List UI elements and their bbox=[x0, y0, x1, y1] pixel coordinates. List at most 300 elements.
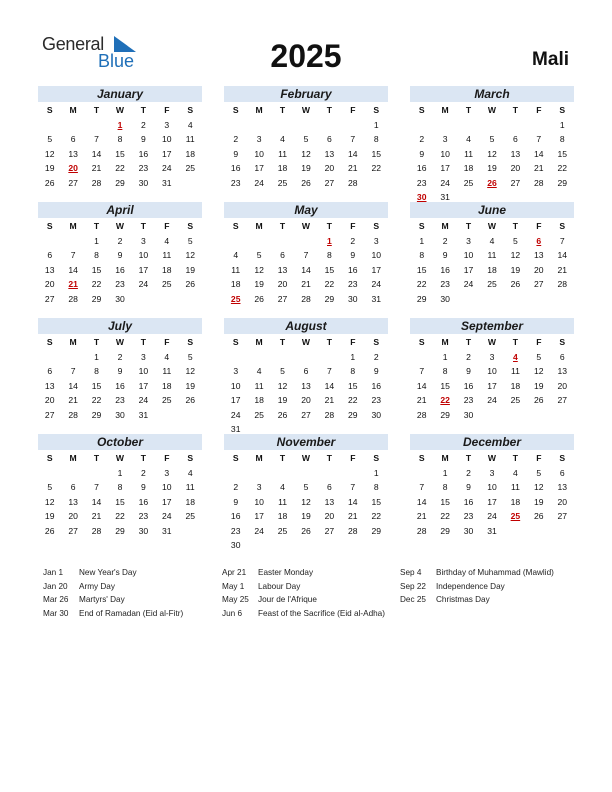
day-cell: 31 bbox=[230, 424, 241, 434]
holiday-entry bbox=[43, 566, 213, 580]
weekday-label: M bbox=[69, 453, 77, 463]
day-cell: 31 bbox=[138, 409, 149, 420]
day-cell: 18 bbox=[277, 163, 288, 173]
day-cell: 27 bbox=[324, 525, 335, 536]
weekday-label: F bbox=[536, 221, 542, 231]
day-cell: 29 bbox=[91, 409, 102, 420]
day-cell: 29 bbox=[440, 525, 450, 536]
day-cell: 8 bbox=[442, 482, 448, 492]
day-cell: 7 bbox=[94, 134, 99, 144]
day-cell: 16 bbox=[230, 163, 241, 173]
day-cell: 24 bbox=[138, 279, 149, 289]
weekday-label: S bbox=[373, 105, 380, 115]
day-cell: 2 bbox=[141, 467, 146, 478]
month-title: January bbox=[38, 86, 202, 102]
day-cell: 16 bbox=[138, 148, 149, 159]
day-cell: 27 bbox=[44, 293, 55, 304]
weekday-header bbox=[38, 103, 202, 118]
weekday-label: T bbox=[93, 221, 100, 231]
day-cell: 19 bbox=[44, 511, 55, 521]
week-row bbox=[38, 161, 202, 176]
day-cell: 14 bbox=[348, 148, 358, 159]
day-cell: 6 bbox=[280, 250, 285, 260]
weekday-label: W bbox=[301, 337, 311, 347]
day-cell: 9 bbox=[141, 482, 146, 492]
weekday-label: S bbox=[187, 221, 194, 231]
day-cell: 6 bbox=[559, 467, 565, 478]
week-row bbox=[38, 132, 202, 147]
weekday-label: F bbox=[536, 453, 542, 463]
holiday-day-cell: 30 bbox=[416, 192, 427, 202]
day-cell: 28 bbox=[91, 525, 102, 536]
day-cell: 2 bbox=[141, 119, 146, 130]
day-cell: 23 bbox=[348, 279, 358, 289]
day-cell: 28 bbox=[348, 177, 358, 188]
holiday-day-cell: 1 bbox=[117, 119, 123, 130]
day-cell: 9 bbox=[141, 134, 146, 144]
weekday-header bbox=[224, 451, 388, 466]
week-row bbox=[410, 509, 574, 524]
month-november bbox=[224, 434, 388, 553]
empty-day-cell bbox=[85, 466, 108, 481]
day-cell: 3 bbox=[489, 467, 495, 478]
empty-day-cell bbox=[271, 234, 294, 249]
day-cell: 20 bbox=[277, 279, 288, 289]
week-row bbox=[410, 248, 574, 263]
day-cell: 8 bbox=[442, 366, 448, 376]
empty-day-cell bbox=[294, 118, 317, 133]
day-cell: 12 bbox=[301, 496, 311, 507]
day-cell: 26 bbox=[534, 511, 544, 521]
week-row bbox=[410, 132, 574, 147]
day-cell: 31 bbox=[440, 192, 450, 202]
week-row bbox=[224, 393, 388, 408]
day-cell: 19 bbox=[534, 496, 544, 507]
day-cell: 13 bbox=[557, 366, 568, 376]
day-cell: 24 bbox=[162, 163, 172, 173]
week-row bbox=[38, 248, 202, 263]
day-cell: 16 bbox=[115, 264, 125, 275]
day-cell: 29 bbox=[348, 409, 358, 420]
month-february bbox=[224, 86, 388, 190]
day-cell: 22 bbox=[324, 279, 335, 289]
week-row bbox=[410, 408, 574, 423]
empty-day-cell bbox=[504, 408, 527, 423]
weekday-label: T bbox=[326, 105, 333, 115]
empty-day-cell bbox=[433, 118, 456, 133]
day-cell: 30 bbox=[230, 540, 241, 550]
week-row bbox=[38, 495, 202, 510]
week-row bbox=[38, 509, 202, 524]
day-cell: 5 bbox=[187, 351, 193, 362]
day-cell: 16 bbox=[348, 264, 358, 275]
weekday-label: S bbox=[418, 221, 425, 231]
weekday-label: T bbox=[93, 105, 100, 115]
day-cell: 24 bbox=[440, 177, 450, 188]
empty-day-cell bbox=[247, 234, 270, 249]
day-cell: 6 bbox=[303, 366, 309, 376]
day-cell: 5 bbox=[536, 467, 542, 478]
week-row bbox=[38, 176, 202, 191]
month-title: June bbox=[410, 202, 574, 218]
day-cell: 26 bbox=[301, 177, 311, 188]
day-cell: 3 bbox=[442, 134, 448, 144]
brand-name-general: General bbox=[42, 34, 104, 54]
day-cell: 28 bbox=[348, 525, 358, 536]
weekday-label: T bbox=[512, 453, 519, 463]
day-cell: 28 bbox=[534, 177, 544, 188]
week-row bbox=[410, 350, 574, 365]
day-cell: 19 bbox=[510, 264, 521, 275]
day-cell: 19 bbox=[44, 163, 55, 173]
week-row bbox=[410, 524, 574, 539]
day-cell: 15 bbox=[371, 148, 382, 159]
weekday-label: S bbox=[46, 221, 53, 231]
week-row bbox=[410, 161, 574, 176]
day-cell: 27 bbox=[277, 293, 288, 304]
country-name: Mali bbox=[532, 49, 569, 70]
empty-day-cell bbox=[527, 118, 550, 133]
month-title: May bbox=[224, 202, 388, 218]
day-cell: 17 bbox=[487, 380, 497, 391]
day-cell: 14 bbox=[68, 380, 78, 391]
day-cell: 15 bbox=[416, 264, 427, 275]
day-cell: 6 bbox=[47, 250, 53, 260]
weekday-header bbox=[38, 219, 202, 234]
day-cell: 18 bbox=[510, 380, 521, 391]
weekday-label: T bbox=[512, 337, 519, 347]
day-cell: 6 bbox=[70, 482, 76, 492]
day-cell: 10 bbox=[254, 496, 264, 507]
weekday-label: M bbox=[69, 105, 77, 115]
day-cell: 9 bbox=[373, 366, 379, 376]
week-row bbox=[224, 379, 388, 394]
day-cell: 12 bbox=[487, 148, 497, 159]
day-cell: 29 bbox=[416, 293, 427, 304]
day-cell: 5 bbox=[303, 134, 309, 144]
holiday-entry bbox=[222, 566, 397, 580]
day-cell: 10 bbox=[230, 380, 241, 391]
week-row bbox=[410, 118, 574, 133]
weekday-label: W bbox=[487, 105, 497, 115]
day-cell: 30 bbox=[463, 525, 474, 536]
day-cell: 22 bbox=[416, 279, 427, 289]
day-cell: 6 bbox=[47, 366, 53, 376]
day-cell: 3 bbox=[141, 235, 146, 246]
day-cell: 21 bbox=[416, 395, 427, 405]
day-cell: 17 bbox=[254, 511, 264, 521]
month-may bbox=[224, 202, 388, 306]
day-cell: 23 bbox=[463, 511, 474, 521]
day-cell: 7 bbox=[94, 482, 99, 492]
day-cell: 29 bbox=[91, 293, 102, 304]
holiday-date: Mar 30 bbox=[43, 608, 69, 618]
day-cell: 11 bbox=[510, 366, 520, 376]
week-row bbox=[410, 147, 574, 162]
empty-day-cell bbox=[155, 408, 178, 423]
day-cell: 14 bbox=[324, 380, 335, 391]
day-cell: 2 bbox=[466, 351, 471, 362]
day-cell: 28 bbox=[416, 525, 427, 536]
holiday-day-cell: 26 bbox=[487, 177, 497, 188]
weekday-label: S bbox=[373, 221, 380, 231]
weekday-label: M bbox=[441, 453, 449, 463]
day-cell: 26 bbox=[44, 525, 55, 536]
weekday-label: S bbox=[187, 453, 194, 463]
holiday-day-cell: 6 bbox=[536, 235, 542, 246]
day-cell: 24 bbox=[463, 279, 474, 289]
month-title: April bbox=[38, 202, 202, 218]
weekday-label: F bbox=[164, 221, 170, 231]
week-row bbox=[410, 364, 574, 379]
holiday-name: Independence Day bbox=[436, 581, 505, 591]
day-cell: 14 bbox=[557, 250, 568, 260]
day-cell: 8 bbox=[373, 134, 379, 144]
day-cell: 29 bbox=[371, 525, 382, 536]
weekday-header bbox=[224, 103, 388, 118]
day-cell: 15 bbox=[440, 380, 450, 391]
week-row bbox=[224, 538, 388, 553]
day-cell: 30 bbox=[115, 409, 125, 420]
day-cell: 15 bbox=[440, 496, 450, 507]
day-cell: 21 bbox=[348, 511, 358, 521]
week-row bbox=[38, 466, 202, 481]
week-row bbox=[224, 524, 388, 539]
day-cell: 12 bbox=[44, 496, 55, 507]
empty-day-cell bbox=[61, 234, 84, 249]
holiday-date: Sep 4 bbox=[400, 568, 422, 577]
day-cell: 9 bbox=[233, 496, 239, 507]
week-row bbox=[224, 234, 388, 249]
weekday-label: T bbox=[140, 105, 147, 115]
day-cell: 28 bbox=[324, 409, 335, 420]
empty-day-cell bbox=[271, 118, 294, 133]
day-cell: 26 bbox=[301, 525, 311, 536]
holiday-name: Jour de l'Afrique bbox=[258, 595, 317, 604]
empty-day-cell bbox=[294, 234, 317, 249]
day-cell: 3 bbox=[466, 235, 471, 246]
day-cell: 28 bbox=[416, 409, 427, 420]
day-cell: 28 bbox=[68, 409, 78, 420]
day-cell: 12 bbox=[534, 482, 544, 492]
empty-day-cell bbox=[318, 350, 341, 365]
day-cell: 25 bbox=[162, 279, 172, 289]
day-cell: 30 bbox=[138, 177, 149, 188]
empty-day-cell bbox=[247, 350, 270, 365]
day-cell: 15 bbox=[91, 264, 102, 275]
empty-day-cell bbox=[551, 292, 574, 307]
day-cell: 6 bbox=[327, 482, 332, 492]
week-row bbox=[38, 524, 202, 539]
day-cell: 18 bbox=[277, 511, 288, 521]
day-cell: 8 bbox=[94, 250, 99, 260]
weekday-label: M bbox=[255, 105, 263, 115]
weekday-label: T bbox=[140, 453, 147, 463]
day-cell: 16 bbox=[440, 264, 450, 275]
empty-day-cell bbox=[271, 466, 294, 481]
weekday-label: M bbox=[69, 337, 77, 347]
day-cell: 29 bbox=[115, 177, 125, 188]
day-cell: 19 bbox=[487, 163, 497, 173]
weekday-label: F bbox=[350, 221, 356, 231]
weekday-label: W bbox=[301, 453, 311, 463]
holiday-name: Labour Day bbox=[258, 581, 301, 591]
empty-day-cell bbox=[179, 176, 202, 191]
holiday-entry bbox=[43, 593, 213, 607]
day-cell: 21 bbox=[324, 395, 335, 405]
empty-day-cell bbox=[365, 176, 388, 191]
month-title: August bbox=[224, 318, 388, 334]
day-cell: 10 bbox=[440, 148, 450, 159]
holiday-date: Jan 1 bbox=[43, 568, 64, 577]
day-cell: 15 bbox=[115, 496, 125, 507]
day-cell: 25 bbox=[277, 525, 288, 536]
day-cell: 14 bbox=[534, 148, 544, 159]
week-row bbox=[224, 161, 388, 176]
day-cell: 14 bbox=[348, 496, 358, 507]
day-cell: 27 bbox=[68, 525, 78, 536]
day-cell: 14 bbox=[91, 148, 102, 159]
week-row bbox=[224, 364, 388, 379]
empty-day-cell bbox=[294, 466, 317, 481]
weekday-header bbox=[38, 335, 202, 350]
holiday-entry bbox=[222, 580, 397, 594]
day-cell: 4 bbox=[164, 235, 170, 246]
empty-day-cell bbox=[155, 292, 178, 307]
empty-day-cell bbox=[247, 538, 270, 553]
weekday-label: W bbox=[487, 221, 497, 231]
holiday-name: Martyrs' Day bbox=[79, 595, 125, 604]
weekday-label: T bbox=[279, 337, 286, 347]
day-cell: 8 bbox=[94, 366, 99, 376]
holiday-entry bbox=[400, 580, 575, 594]
day-cell: 12 bbox=[510, 250, 521, 260]
day-cell: 12 bbox=[185, 366, 196, 376]
month-title: March bbox=[410, 86, 574, 102]
day-cell: 30 bbox=[440, 293, 450, 304]
day-cell: 21 bbox=[348, 163, 358, 173]
week-row bbox=[38, 234, 202, 249]
day-cell: 1 bbox=[94, 351, 99, 362]
day-cell: 13 bbox=[44, 264, 55, 275]
week-row bbox=[410, 292, 574, 307]
weekday-label: M bbox=[441, 221, 449, 231]
empty-day-cell bbox=[224, 466, 247, 481]
month-september bbox=[410, 318, 574, 422]
day-cell: 27 bbox=[557, 395, 568, 405]
day-cell: 5 bbox=[47, 482, 53, 492]
day-cell: 1 bbox=[350, 351, 356, 362]
day-cell: 7 bbox=[350, 134, 356, 144]
day-cell: 25 bbox=[463, 177, 474, 188]
day-cell: 11 bbox=[278, 496, 288, 507]
day-cell: 8 bbox=[327, 250, 332, 260]
day-cell: 14 bbox=[68, 264, 78, 275]
weekday-label: W bbox=[115, 221, 125, 231]
day-cell: 17 bbox=[230, 395, 241, 405]
weekday-label: S bbox=[373, 453, 380, 463]
weekday-label: F bbox=[164, 453, 170, 463]
day-cell: 5 bbox=[47, 134, 53, 144]
day-cell: 10 bbox=[138, 366, 149, 376]
day-cell: 20 bbox=[510, 163, 521, 173]
day-cell: 13 bbox=[44, 380, 55, 391]
empty-day-cell bbox=[527, 524, 550, 539]
holiday-day-cell: 4 bbox=[513, 351, 518, 362]
day-cell: 28 bbox=[557, 279, 568, 289]
week-row bbox=[224, 350, 388, 365]
empty-day-cell bbox=[527, 408, 550, 423]
week-row bbox=[410, 466, 574, 481]
week-row bbox=[410, 495, 574, 510]
day-cell: 18 bbox=[463, 163, 474, 173]
day-cell: 22 bbox=[371, 163, 382, 173]
day-cell: 17 bbox=[162, 496, 172, 507]
day-cell: 23 bbox=[138, 511, 149, 521]
empty-day-cell bbox=[410, 466, 433, 481]
day-cell: 11 bbox=[278, 148, 288, 159]
day-cell: 20 bbox=[557, 380, 568, 391]
day-cell: 19 bbox=[534, 380, 544, 391]
day-cell: 4 bbox=[187, 119, 193, 130]
weekday-label: T bbox=[465, 337, 472, 347]
weekday-label: F bbox=[536, 337, 542, 347]
week-row bbox=[38, 147, 202, 162]
weekday-label: F bbox=[350, 337, 356, 347]
day-cell: 1 bbox=[419, 235, 425, 246]
day-cell: 18 bbox=[510, 496, 521, 507]
day-cell: 13 bbox=[277, 264, 288, 275]
empty-day-cell bbox=[341, 118, 364, 133]
week-row bbox=[224, 495, 388, 510]
day-cell: 8 bbox=[419, 250, 425, 260]
empty-day-cell bbox=[318, 118, 341, 133]
day-cell: 4 bbox=[280, 134, 285, 144]
weekday-label: T bbox=[512, 105, 519, 115]
weekday-header bbox=[410, 451, 574, 466]
day-cell: 9 bbox=[233, 148, 239, 159]
day-cell: 22 bbox=[91, 279, 102, 289]
weekday-label: S bbox=[559, 453, 566, 463]
day-cell: 13 bbox=[324, 496, 335, 507]
day-cell: 7 bbox=[419, 366, 425, 376]
day-cell: 23 bbox=[230, 177, 241, 188]
day-cell: 13 bbox=[301, 380, 311, 391]
day-cell: 17 bbox=[463, 264, 474, 275]
week-row bbox=[224, 480, 388, 495]
weekday-label: T bbox=[93, 337, 100, 347]
day-cell: 24 bbox=[487, 395, 497, 405]
day-cell: 4 bbox=[466, 134, 471, 144]
day-cell: 28 bbox=[91, 177, 102, 188]
day-cell: 18 bbox=[162, 264, 172, 275]
day-cell: 22 bbox=[91, 395, 102, 405]
day-cell: 25 bbox=[510, 395, 521, 405]
day-cell: 22 bbox=[371, 511, 382, 521]
day-cell: 11 bbox=[185, 482, 195, 492]
day-cell: 1 bbox=[94, 235, 99, 246]
empty-day-cell bbox=[318, 538, 341, 553]
day-cell: 15 bbox=[348, 380, 358, 391]
day-cell: 7 bbox=[70, 366, 76, 376]
day-cell: 26 bbox=[44, 177, 55, 188]
day-cell: 13 bbox=[534, 250, 544, 260]
day-cell: 10 bbox=[162, 482, 172, 492]
week-row bbox=[410, 393, 574, 408]
empty-day-cell bbox=[480, 408, 503, 423]
day-cell: 13 bbox=[557, 482, 568, 492]
day-cell: 27 bbox=[534, 279, 544, 289]
